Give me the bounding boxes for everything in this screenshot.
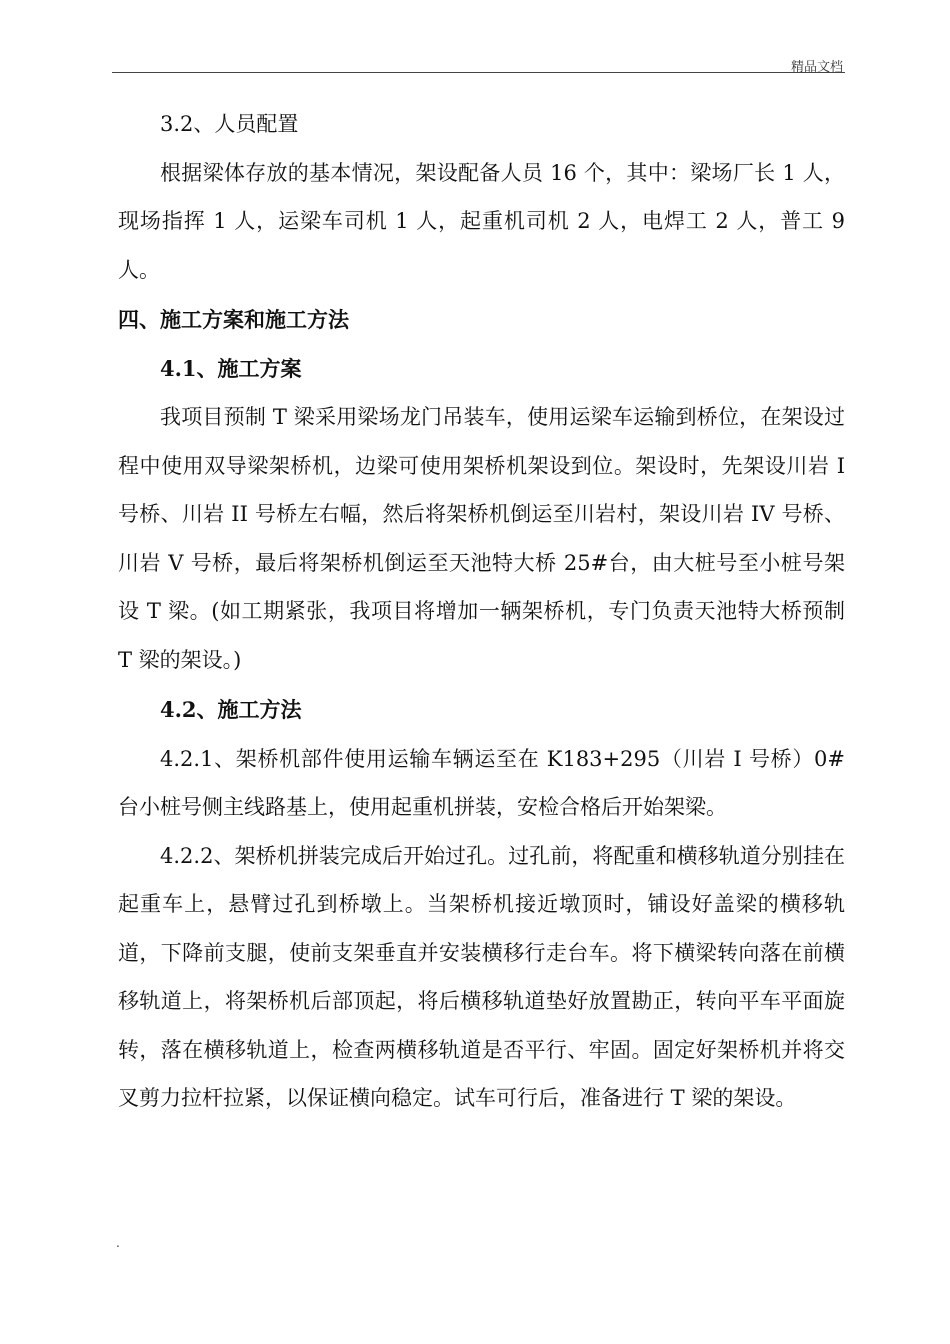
footer-mark: . — [116, 1236, 120, 1250]
section-4-2-heading: 4.2、施工方法 — [160, 697, 302, 722]
section-4-1-heading: 4.1、施工方案 — [160, 355, 302, 381]
document-body — [118, 100, 845, 1123]
section-3-2-heading: 3.2、人员配置 — [160, 112, 299, 136]
section-4-1-paragraph: 我项目预制 T 梁采用梁场龙门吊装车，使用运梁车运输到桥位，在架设过程中使用双导梁架桥机，边梁可使用架桥机架设到位。架设时，先架设川岩 I 号桥、川岩 II 号桥左右幅，然后将架桥机倒运至川岩村，架设川岩 IV 号桥、川岩 V 号桥，最后将架桥机倒运至天池特大桥 25#台，由大桩号至小桩号架设 T 梁。(如工期紧张，我项目将增加一辆架桥机，专门负责天池特大桥预制 T 梁的架设。) — [118, 405, 845, 672]
page-header-label: 精品文档 — [790, 60, 843, 75]
section-3-2-paragraph: 根据梁体存放的基本情况，架设配备人员 16 个，其中：梁场厂长 1 人，现场指挥 1 人，运梁车司机 1 人，起重机司机 2 人，电焊工 2 人，普工 9 人。 — [118, 160, 845, 282]
section-4-2-2-paragraph: 4.2.2、架桥机拼装完成后开始过孔。过孔前，将配重和横移轨道分别挂在起重车上，悬臂过孔到桥墩上。当架桥机接近墩顶时，铺设好盖梁的横移轨道，下降前支腿，使前支架垂直并安装横移行走台车。将下横梁转向落在前横移轨道上，将架桥机后部顶起，将后横移轨道垫好放置勘正，转向平车平面旋转，落在横移轨道上，检查两横移轨道是否平行、牢固。固定好架桥机并将交叉剪力拉杆拉紧，以保证横向稳定。试车可行后，准备进行 T 梁的架设。 — [118, 843, 845, 1110]
section-4-heading: 四、施工方案和施工方法 — [118, 307, 349, 332]
header-divider — [112, 72, 845, 73]
section-4-2-1-paragraph: 4.2.1、架桥机部件使用运输车辆运至在 K183+295（川岩 I 号桥）0#台小桩号侧主线路基上，使用起重机拼装，安检合格后开始架梁。 — [118, 746, 845, 819]
